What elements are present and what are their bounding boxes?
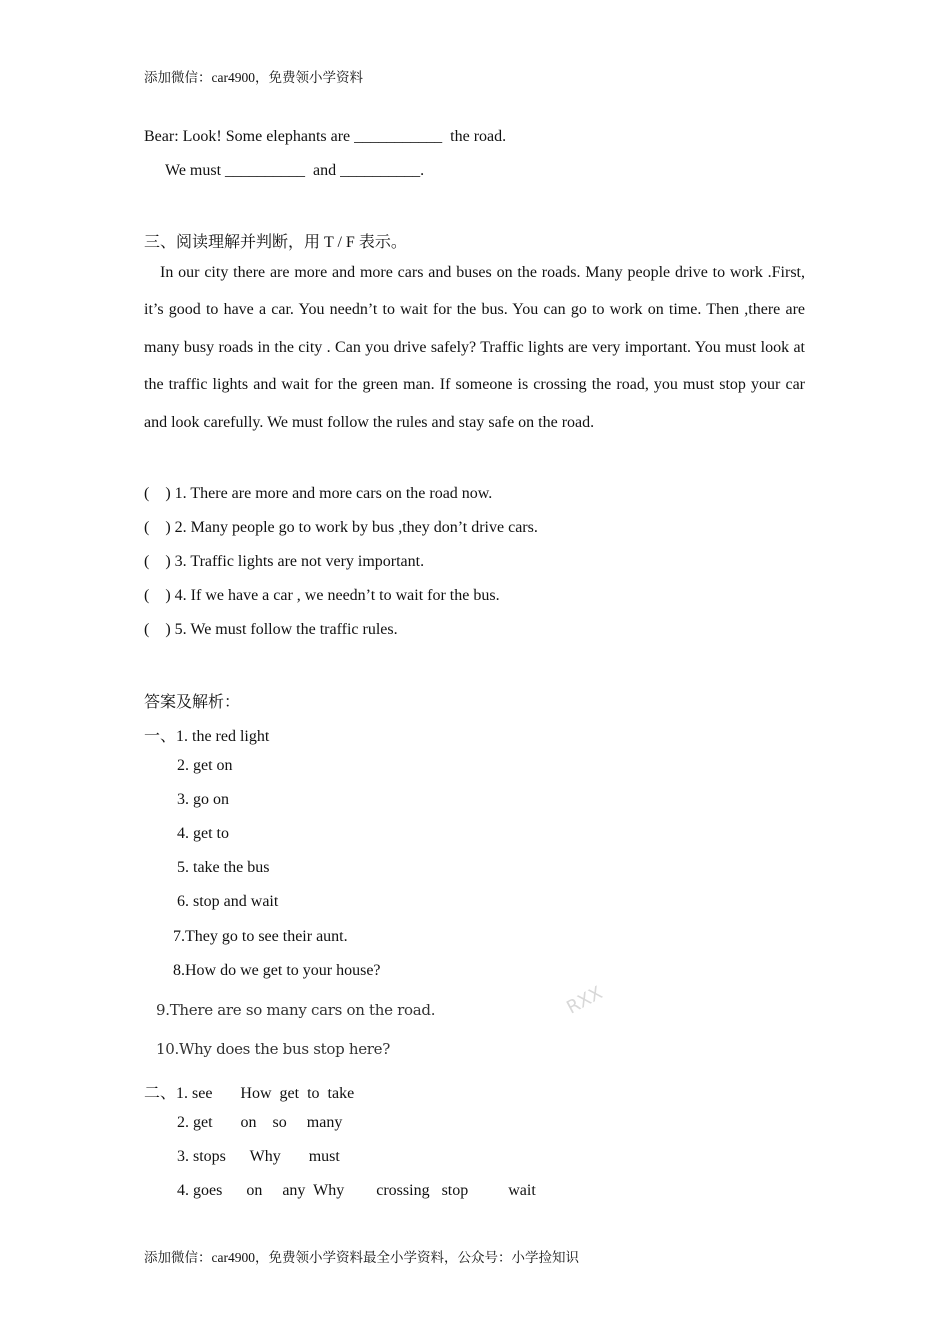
dialogue-line-2: We must __________ and __________. <box>165 162 425 179</box>
question-4: ( ) 4. If we have a car , we needn’t to wait for the bus. <box>144 587 500 604</box>
answers-title: 答案及解析： <box>144 694 241 711</box>
answer-1-2: 2. get on <box>177 757 233 774</box>
answer-1-5: 5. take the bus <box>177 859 270 876</box>
reading-passage <box>144 254 805 441</box>
answer-2-1: 二、1. see How get to take <box>144 1085 355 1102</box>
answer-1-10: 10.Why does the bus stop here? <box>156 1040 390 1058</box>
dialogue-line-1: Bear: Look! Some elephants are ___________ the road. <box>144 128 507 145</box>
answer-1-4: 4. get to <box>177 825 229 842</box>
page-header: 添加微信：car4900，免费领小学资料 <box>144 70 363 85</box>
answer-1-6: 6. stop and wait <box>177 893 279 910</box>
watermark-stamp: RXX <box>563 982 606 1019</box>
reading-passage-text: In our city there are more and more cars and buses on the roads. Many people drive to work .First, it’s good to have a car. You needn’t to wait for the bus. You can go to work on time. Then ,there are many busy roads in the city . Can you drive safely? Traffic lights are very important. You must look at the traffic lights and wait for the green man. If someone is crossing the road, you must stop your car and look carefully. We must follow the rules and stay safe on the road. <box>144 264 805 431</box>
answer-1-9: 9.There are so many cars on the road. <box>156 1001 436 1019</box>
answer-2-2: 2. get on so many <box>177 1114 343 1131</box>
question-1: ( ) 1. There are more and more cars on the road now. <box>144 485 493 502</box>
answer-1-1: 一、1. the red light <box>144 728 270 745</box>
section-3-title: 三、阅读理解并判断，用 T / F 表示。 <box>144 234 407 251</box>
answer-2-3: 3. stops Why must <box>177 1148 340 1165</box>
question-5: ( ) 5. We must follow the traffic rules. <box>144 621 398 638</box>
question-3: ( ) 3. Traffic lights are not very important. <box>144 553 425 570</box>
question-2: ( ) 2. Many people go to work by bus ,they don’t drive cars. <box>144 519 538 536</box>
answer-1-8: 8.How do we get to your house? <box>173 962 381 979</box>
page-footer: 添加微信：car4900，免费领小学资料最全小学资料，公众号：小学捡知识 <box>144 1250 579 1265</box>
answer-2-4: 4. goes on any Why crossing stop wait <box>177 1182 536 1199</box>
answer-1-7: 7.They go to see their aunt. <box>173 928 348 945</box>
answer-1-3: 3. go on <box>177 791 229 808</box>
